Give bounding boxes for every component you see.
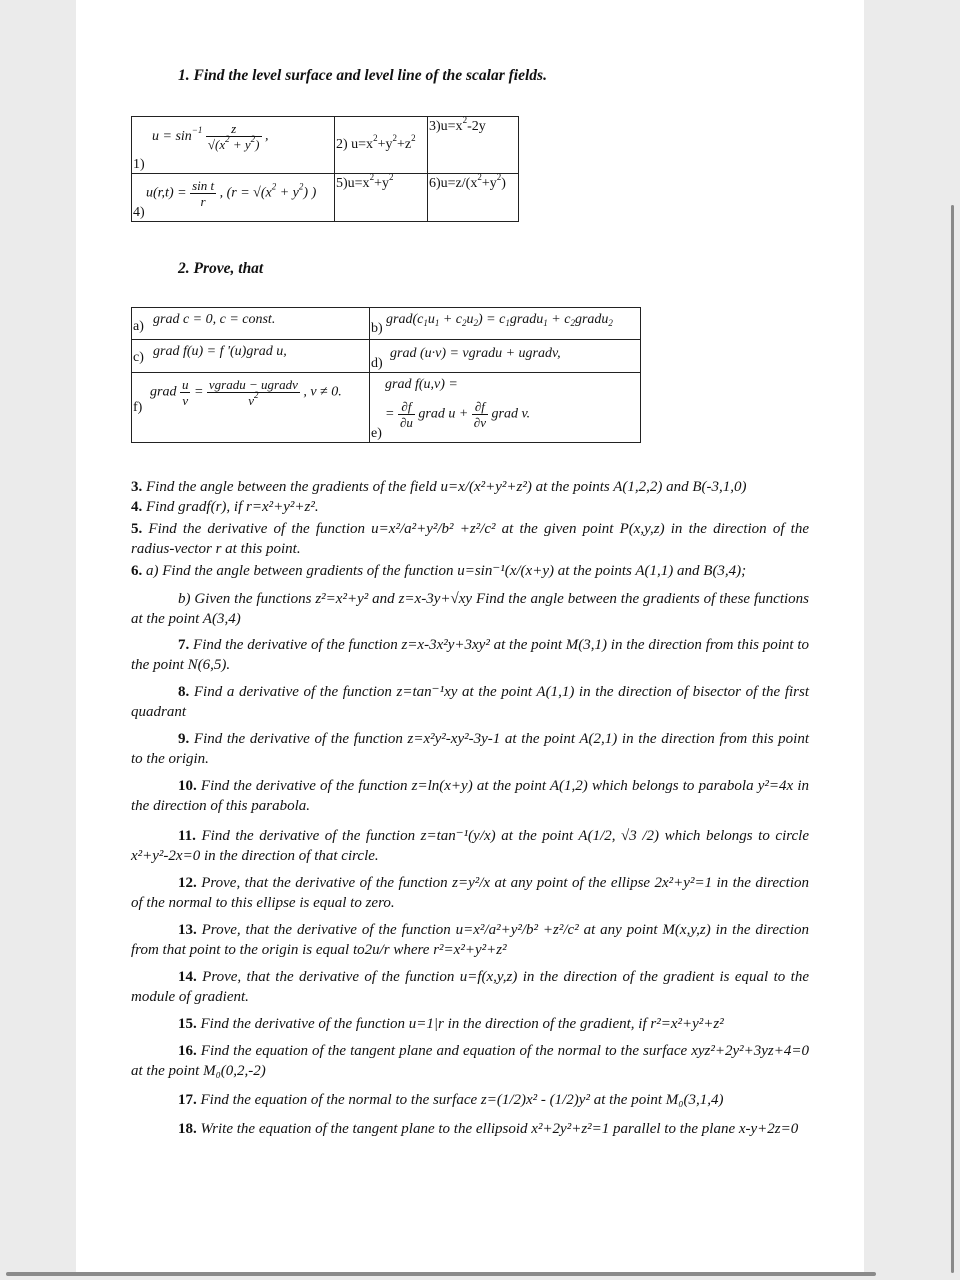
problem-15-number: 15.: [178, 1016, 197, 1032]
problem-14-text: Prove, that the derivative of the function u=f(x,y,z) in the direction of the gradient is equal to the module of gradient.: [131, 969, 810, 1005]
cell-4: u(r,t) = $\frac{\text{sin t}}{r}$ , ($r = √(x^2 + y^2)$ ) 4): [132, 174, 335, 222]
problem-13-text: Prove, that the derivative of the function u=x²/a²+y²/b² +z²/c² at any point M(x,y,z) in the direction from that point to the origin is equal to2u/r where r²=x²+y²+z²: [131, 922, 809, 958]
problem-13-number: 13.: [178, 922, 197, 938]
cell-f: [132, 373, 370, 443]
problem-6b: [131, 589, 809, 629]
prove-table: [131, 307, 641, 443]
cell-5: $5)u=x^2+y^2$: [335, 174, 428, 222]
horizontal-scrollbar[interactable]: [6, 1272, 876, 1276]
cell-d: [370, 340, 641, 373]
problem-12-number: 12.: [178, 875, 197, 891]
formula-a: grad c = 0, c = const.: [153, 312, 276, 327]
problem-10: [131, 776, 809, 816]
problem-9-number: 9.: [178, 731, 190, 747]
cell-b-label: b): [371, 321, 383, 336]
problem-16: [131, 1041, 809, 1081]
problem-15-text: Find the derivative of the function u=1|r in the direction of the gradient, if r²=x²+y²+z²: [200, 1016, 724, 1032]
section-2-heading: 2. Prove, that: [178, 260, 264, 277]
problem-6b-text: b) Given the functions z²=x²+y² and z=x-3y+√xy Find the angle between the gradients of these functions at the point A(3,4): [131, 591, 809, 627]
problem-12: [131, 873, 809, 913]
cell-a: [132, 308, 370, 340]
problem-16-number: 16.: [178, 1043, 197, 1059]
formula-f: grad $\frac{u}{v}$ = $\frac{\text{vgradu − ugradv}}{v^2}$ , v ≠ 0.: [150, 377, 342, 408]
cell-1-label: 1): [133, 157, 145, 172]
problem-5: [131, 519, 809, 559]
problem-7: [131, 635, 809, 675]
problem-3-text: Find the angle between the gradients of the field u=x/(x²+y²+z²) at the points A(1,2,2) and B(-3,1,0): [146, 479, 747, 495]
cell-6: $6)u=z/(x^2+y^2)$: [428, 174, 519, 222]
problem-list: [131, 477, 809, 1139]
problem-7-text: Find the derivative of the function z=x-3x²y+3xy² at the point M(3,1) in the direction from this point to the point N(6,5).: [131, 637, 810, 673]
problem-17: [131, 1090, 809, 1110]
cell-b: [370, 308, 641, 340]
cell-3: $3)u=x^2-2y$: [428, 117, 519, 174]
problem-10-text: Find the derivative of the function z=ln(x+y) at the point A(1,2) which belongs to parabola y²=4x in the direction of this parabola.: [131, 778, 810, 814]
problem-10-number: 10.: [178, 778, 197, 794]
cell-c: [132, 340, 370, 373]
cell-2: 2) $u=x^2+y^2+z^2$: [335, 117, 428, 174]
problem-8-text: Find a derivative of the function z=tan⁻¹xy at the point A(1,1) in the direction of bisector of the first quadrant: [131, 684, 810, 720]
problem-18: [131, 1119, 809, 1139]
problem-14-number: 14.: [178, 969, 197, 985]
section-1-heading: 1. Find the level surface and level line of the scalar fields.: [178, 67, 547, 84]
problem-13: [131, 920, 809, 960]
formula-e-line1: grad f(u,v) =: [385, 377, 458, 392]
problem-3: [131, 477, 809, 497]
vertical-scrollbar[interactable]: [951, 205, 954, 1273]
problem-4-text: Find gradf(r), if r=x²+y²+z².: [146, 499, 319, 515]
cell-a-label: a): [133, 319, 144, 334]
problem-4: [131, 497, 809, 517]
problem-16-text: Find the equation of the tangent plane and equation of the normal to the surface xyz²+2y²+3yz+4=0 at the point M₀(0,2,-2): [131, 1043, 809, 1079]
problem-18-text: Write the equation of the tangent plane to the ellipsoid x²+2y²+z²=1 parallel to the plane x-y+2z=0: [200, 1121, 799, 1137]
cell-e-label: e): [371, 426, 382, 441]
problem-12-text: Prove, that the derivative of the function z=y²/x at any point of the ellipse 2x²+y²=1 in the direction of the normal to this ellipse is equal to zero.: [131, 875, 810, 911]
problem-8: [131, 682, 809, 722]
problem-6-number: 6.: [131, 563, 143, 579]
cell-e: [370, 373, 641, 443]
problem-18-number: 18.: [178, 1121, 197, 1137]
formula-1: $u = \sin^{-1}$ $\frac{z}{√(x^2 + y^2)}$ ,: [152, 121, 269, 152]
problem-6a-text: a) Find the angle between gradients of the function u=sin⁻¹(x/(x+y) at the points A(1,1) and B(3,4);: [146, 563, 747, 579]
problem-9: [131, 729, 809, 769]
formula-c: grad f(u) = f '(u)grad u,: [153, 344, 287, 359]
cell-f-label: f): [133, 400, 143, 415]
problem-17-number: 17.: [178, 1092, 197, 1108]
formula-b: $grad(c_1u_1 + c_2u_2)$ = $c_1gradu_1$ + $c_2gradu_2$: [386, 312, 613, 328]
problem-6a: [131, 561, 809, 581]
cell-1: [132, 117, 335, 174]
cell-c-label: c): [133, 350, 144, 365]
problem-17-text: Find the equation of the normal to the surface z=(1/2)x² - (1/2)y² at the point M₀(3,1,4): [200, 1092, 724, 1108]
formula-d: grad (u·v) = vgradu + ugradv,: [390, 346, 561, 361]
problem-15: [131, 1014, 809, 1034]
problem-8-number: 8.: [178, 684, 190, 700]
problem-11-number: 11.: [178, 828, 196, 844]
problem-11: [131, 826, 809, 866]
problem-5-number: 5.: [131, 521, 143, 537]
cell-d-label: d): [371, 356, 383, 371]
problem-7-number: 7.: [178, 637, 190, 653]
problem-11-text: Find the derivative of the function z=tan⁻¹(y/x) at the point A(1/2, √3 /2) which belongs to circle x²+y²-2x=0 in the direction of that circle.: [131, 828, 809, 864]
problem-3-number: 3.: [131, 479, 143, 495]
problem-9-text: Find the derivative of the function z=x²y²-xy²-3y-1 at the point A(2,1) in the direction from this point to the origin.: [131, 731, 810, 767]
problem-14: [131, 967, 809, 1007]
problem-4-number: 4.: [131, 499, 143, 515]
problem-5-text: Find the derivative of the function u=x²/a²+y²/b² +z²/c² at the given point P(x,y,z) in the direction of the radius-vector r at this point.: [131, 521, 809, 557]
level-fields-table: [131, 116, 519, 222]
cell-4-label: 4): [133, 205, 145, 220]
formula-e-line2: = $\frac{\partial f}{\partial u}$ grad u + $\frac{\partial f}{\partial v}$ grad v.: [385, 399, 531, 430]
